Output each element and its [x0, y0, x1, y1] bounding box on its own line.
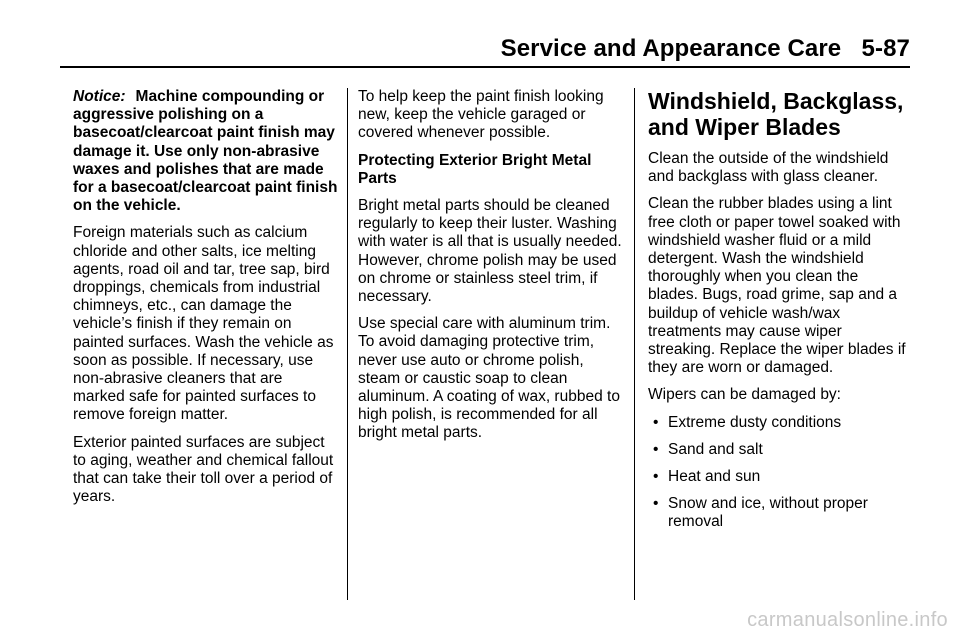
column-1 — [73, 88, 338, 515]
column-divider-2 — [634, 88, 635, 600]
bullet-icon: • — [653, 440, 659, 458]
paragraph-rubber-blades: Clean the rubber blades using a lint free cloth or paper towel soaked with windshield washer fluid or a mild detergent. Wash the windshield thoroughly when you clean the blades. Bugs, road grime, sap and a buildup of vehicle wash/wax treatments may cause wiper streaking. Replace the wiper blades if they are worn or damaged. — [648, 195, 906, 377]
paragraph-aluminum: Use special care with aluminum trim. To avoid damaging protective trim, never use auto or chrome polish, steam or caustic soap to clean aluminum. A coating of wax, rubbed to high polish, is recommended for all bright metal parts. — [358, 315, 620, 442]
wiper-damage-list — [648, 414, 910, 532]
list-item: • Heat and sun — [653, 468, 761, 486]
page-header — [60, 34, 910, 68]
notice-label: Notice: — [73, 88, 126, 105]
header-title: Service and Appearance Care 5-87 — [500, 35, 910, 62]
bullet-icon: • — [653, 495, 659, 513]
paragraph-wipers-damaged: Wipers can be damaged by: — [648, 386, 841, 404]
notice-text: Machine compounding or aggressive polishing on a basecoat/clearcoat paint finish may damage it. Use only non-abrasive waxes and polishes that are made for a basecoat/clearcoat paint finish on the vehicle. — [73, 88, 338, 215]
list-item: • Sand and salt — [653, 440, 763, 458]
section-heading-windshield: Windshield, Backglass, and Wiper Blades — [648, 88, 904, 140]
paragraph-foreign-materials: Foreign materials such as calcium chloride and other salts, ice melting agents, road oil and tar, tree sap, bird droppings, chemicals from industrial chimneys, etc., can damage the vehicle’s finish if they remain on painted surfaces. Wash the vehicle as soon as possible. If necessary, use non-abrasive cleaners that are marked safe for painted surfaces to remove foreign matter. — [73, 224, 334, 424]
paragraph-glass-cleaner: Clean the outside of the windshield and backglass with glass cleaner. — [648, 150, 889, 186]
list-item: • Extreme dusty conditions — [653, 413, 842, 431]
bullet-icon: • — [653, 468, 659, 486]
bullet-icon: • — [653, 413, 659, 431]
paragraph-garaged: To help keep the paint finish looking new, keep the vehicle garaged or covered whenever possible. — [358, 88, 604, 142]
paragraph-bright-metal: Bright metal parts should be cleaned regularly to keep their luster. Washing with water is all that is usually needed. However, chrome polish may be used on chrome or stainless steel trim, if necessary. — [358, 197, 622, 306]
paragraph-aging: Exterior painted surfaces are subject to aging, weather and chemical fallout that can take their toll over a period of years. — [73, 433, 334, 506]
column-divider-1 — [347, 88, 348, 600]
notice-paragraph — [73, 88, 338, 215]
column-2 — [358, 88, 628, 452]
watermark: carmanualsonline.info — [747, 609, 948, 631]
subheading-bright-metal: Protecting Exterior Bright Metal Parts — [358, 151, 592, 187]
list-item: • Snow and ice, without proper removal — [653, 495, 868, 531]
column-3 — [648, 88, 910, 541]
